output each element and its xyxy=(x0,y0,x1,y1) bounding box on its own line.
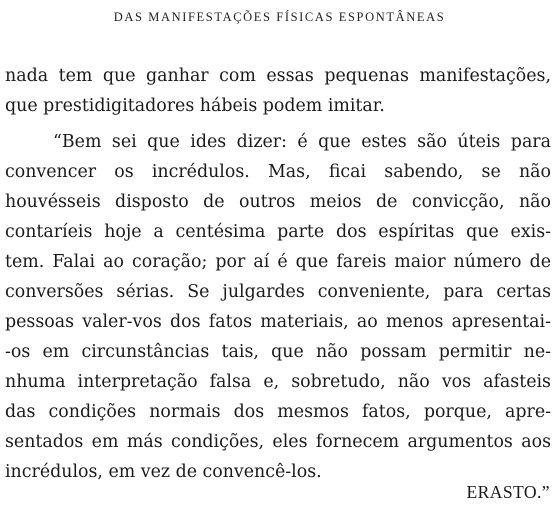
running-head: DAS MANIFESTAÇÕES FÍSICAS ESPONTÂNEAS xyxy=(113,10,446,24)
text-line: conversões sérias. Se julgardes conveniente, para certas xyxy=(5,282,551,302)
text-line: “Bem sei que ides dizer: é que estes são úteis para xyxy=(53,132,551,152)
body-text xyxy=(5,61,551,487)
paragraph xyxy=(5,61,551,121)
text-line: sentados em más condições, eles fornecem argumentos aos xyxy=(5,432,551,452)
text-line: nada tem que ganhar com essas pequenas manifestações, xyxy=(5,66,551,86)
text-line: pessoas valer-vos dos fatos materiais, ao menos apresentai- xyxy=(5,312,551,332)
paragraph xyxy=(5,127,551,487)
text-line: que prestidigitadores hábeis podem imitar. xyxy=(5,96,385,116)
text-line: das condições normais dos mesmos fatos, porque, apre- xyxy=(5,402,551,422)
text-line: nhuma interpretação falsa e, sobretudo, não vos afasteis xyxy=(5,372,551,392)
signature: ERASTO.” xyxy=(466,482,550,502)
text-line: houvésseis disposto de outros meios de convicção, não xyxy=(5,192,551,212)
text-line: incrédulos, em vez de convencê-los. xyxy=(5,462,322,482)
text-line: convencer os incrédulos. Mas, ficai sabendo, se não xyxy=(5,162,551,182)
text-line: -os em circunstâncias tais, que não possam permitir ne- xyxy=(5,342,551,362)
text-line: contaríeis hoje a centésima parte dos espíritas que exis- xyxy=(5,222,551,242)
text-line: tem. Falai ao coração; por aí é que fareis maior número de xyxy=(5,252,551,272)
